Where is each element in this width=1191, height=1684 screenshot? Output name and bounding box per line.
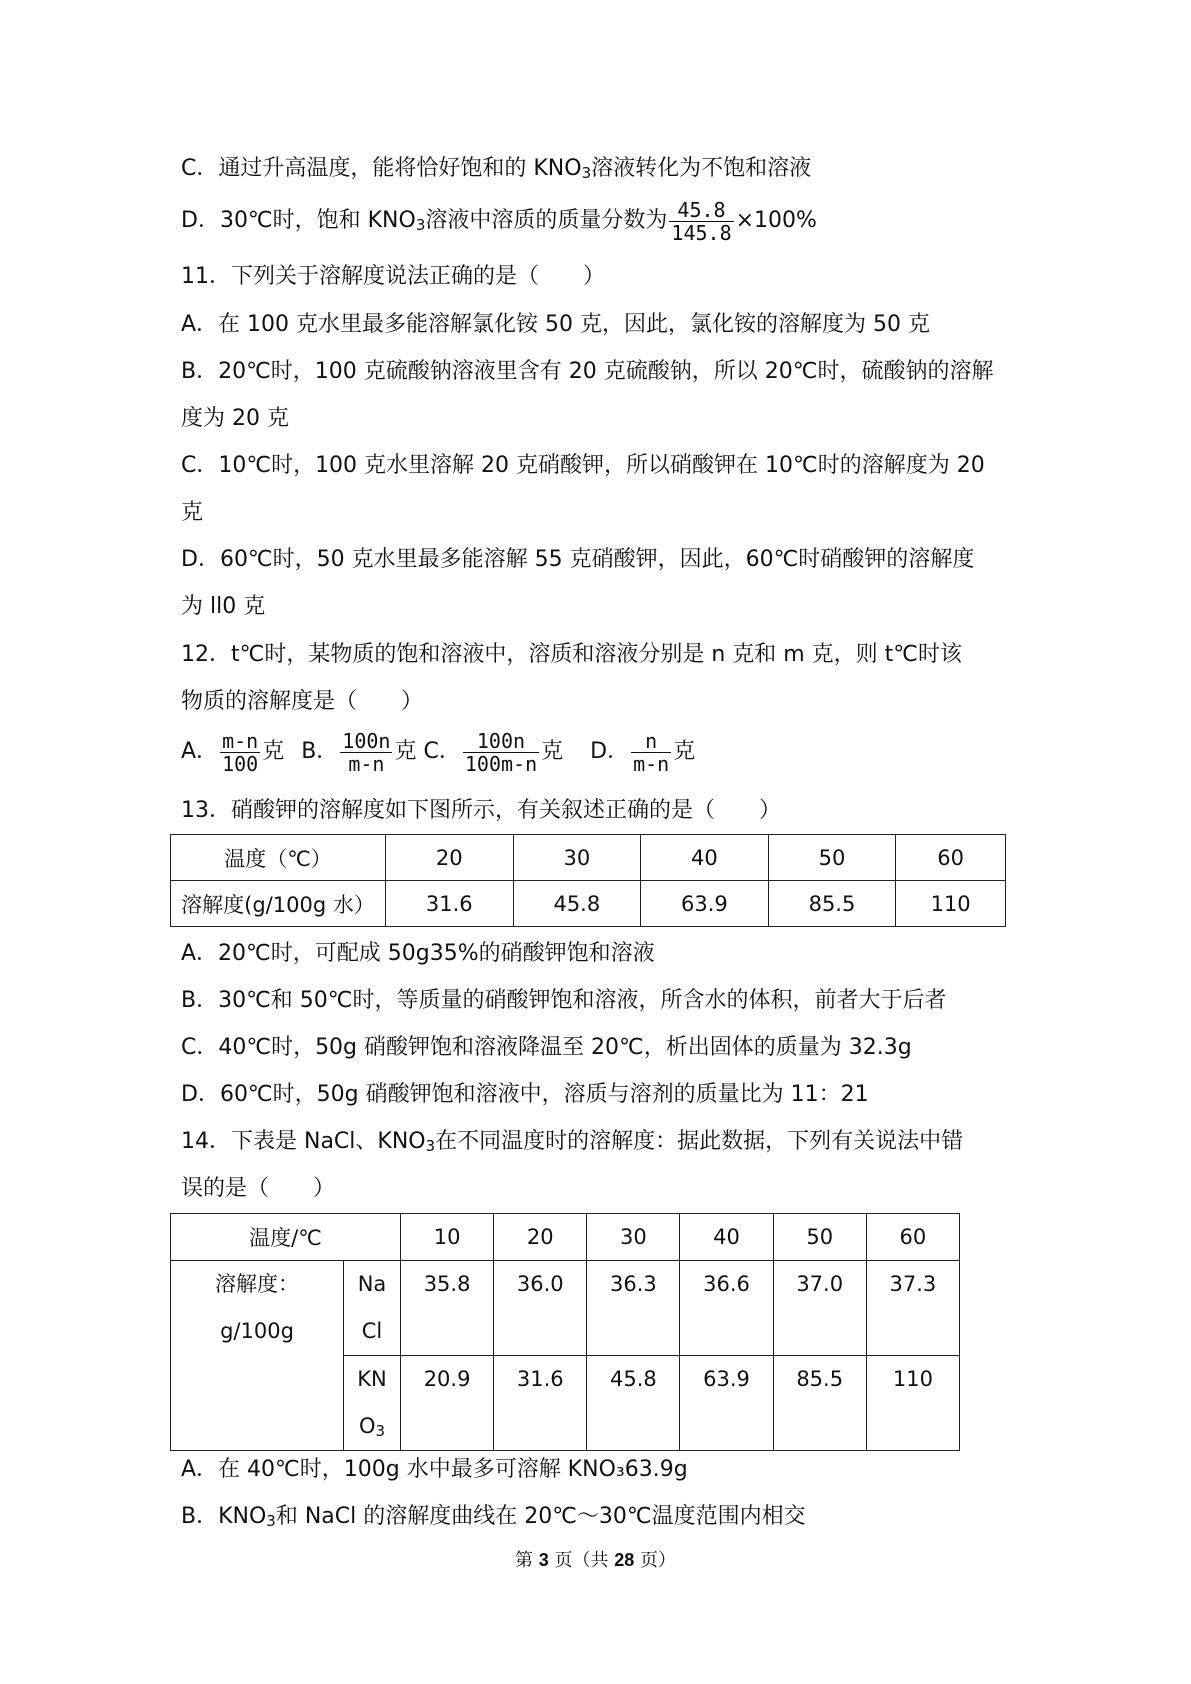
table-cell: 10 [401,1214,494,1261]
table-cell: 30 [513,835,641,881]
q12-option-b: B． $\frac{100n}{m-n}$ 克 [301,728,417,776]
table-cell: 31.6 [494,1356,587,1451]
table-cell: 50 [773,1214,866,1261]
table-cell: 110 [896,881,1006,927]
q14-stem-line1: 14．下表是 NaCl、$KNO_3$在不同温度时的溶解度：据此数据，下列有关说法中错 [181,1129,964,1155]
table-cell: 20 [386,835,514,881]
q13-option-b: B．30℃和 50℃时，等质量的硝酸钾饱和溶液，所含水的体积，前者大于后者 [181,988,947,1013]
table-cell: 110 [866,1356,959,1451]
table-cell: 30 [587,1214,680,1261]
table-cell: 20 [494,1214,587,1261]
q11-stem: 11．下列关于溶解度说法正确的是（ ） [181,264,605,289]
q12-stem-line1: 12．t℃时，某物质的饱和溶液中，溶质和溶液分别是 n 克和 m 克，则 t℃时该 [181,642,963,667]
table-cell: 40 [680,1214,773,1261]
table-cell: 85.5 [773,1356,866,1451]
table-cell: 31.6 [386,881,514,927]
table-cell: 60 [896,835,1006,881]
q13-option-a: A．20℃时，可配成 50g35%的硝酸钾饱和溶液 [181,941,655,966]
q12-options [181,726,1021,778]
table-cell: Na Cl [344,1261,401,1356]
q11-option-a: A．在 100 克水里最多能溶解氯化铵 50 克，因此，氯化铵的溶解度为 50 克 [181,312,930,337]
table-cell: 36.6 [680,1261,773,1356]
q12-stem-line2: 物质的溶解度是（ ） [181,689,424,714]
q11-option-d-line2: 为 ll0 克 [181,594,266,619]
q14-stem-line2: 误的是（ ） [181,1176,336,1201]
table-cell: 85.5 [768,881,896,927]
table-cell: KN $O_3$ [344,1356,401,1451]
table-cell: 45.8 [587,1356,680,1451]
table-cell: 36.0 [494,1261,587,1356]
q10-option-c: C．通过升高温度，能将恰好饱和的 $KNO_3$溶液转化为不饱和溶液 [181,156,812,182]
table-cell: 50 [768,835,896,881]
table-cell: 36.3 [587,1261,680,1356]
q13-stem: 13．硝酸钾的溶解度如下图所示，有关叙述正确的是（ ） [181,798,781,823]
table-cell: 63.9 [641,881,769,927]
q13-option-d: D．60℃时，50g 硝酸钾饱和溶液中，溶质与溶剂的质量比为 11：21 [181,1082,869,1107]
table-cell: 20.9 [401,1356,494,1451]
q11-option-c-line1: C．10℃时，100 克水里溶解 20 克硝酸钾，所以硝酸钾在 10℃时的溶解度为 20 [181,453,985,478]
q11-option-b-line1: B．20℃时，100 克硫酸钠溶液里含有 20 克硫酸钠，所以 20℃时，硫酸钠的溶解 [181,359,994,384]
q12-option-c: C． $\frac{100n}{100m-n}$ 克 [423,728,564,776]
q14-option-a: A．在 40℃时，100g 水中最多可溶解 KNO₃63.9g [181,1457,688,1482]
table-cell: 45.8 [513,881,641,927]
page-footer: 第 3 页（共 28 页） [515,1550,676,1571]
q10-option-d: D．30℃时，饱和 $KNO_3$溶液中溶质的质量分数为 $\frac{45.8}{145.8}$ ×100% [181,197,817,245]
fraction: $\frac{45.8}{145.8}$ [671,197,732,245]
table-cell: 63.9 [680,1356,773,1451]
table-cell: 35.8 [401,1261,494,1356]
table-cell: 温度（℃） [171,835,386,881]
q14-option-b: B．$KNO_3$和 NaCl 的溶解度曲线在 20℃～30℃温度范围内相交 [181,1504,806,1530]
q12-option-d: D． $\frac{n}{m-n}$ 克 [590,728,696,776]
table-cell: 溶解度(g/100g 水） [171,881,386,927]
nacl-kno3-solubility-table [170,1213,960,1451]
table-cell: 37.3 [866,1261,959,1356]
table-cell: 溶解度： g/100g [171,1261,344,1451]
q11-option-b-line2: 度为 20 克 [181,406,289,431]
q13-option-c: C．40℃时，50g 硝酸钾饱和溶液降温至 20℃，析出固体的质量为 32.3g [181,1035,912,1060]
table-cell: 37.0 [773,1261,866,1356]
q11-option-c-line2: 克 [181,500,204,525]
table-cell: 40 [641,835,769,881]
q11-option-d-line1: D．60℃时，50 克水里最多能溶解 55 克硝酸钾，因此，60℃时硝酸钾的溶解度 [181,547,975,572]
q12-option-a: A． $\frac{m-n}{100}$ 克 [181,728,285,776]
kno3-solubility-table [170,834,1006,927]
table-cell: 60 [866,1214,959,1261]
table-cell: 温度/℃ [171,1214,401,1261]
